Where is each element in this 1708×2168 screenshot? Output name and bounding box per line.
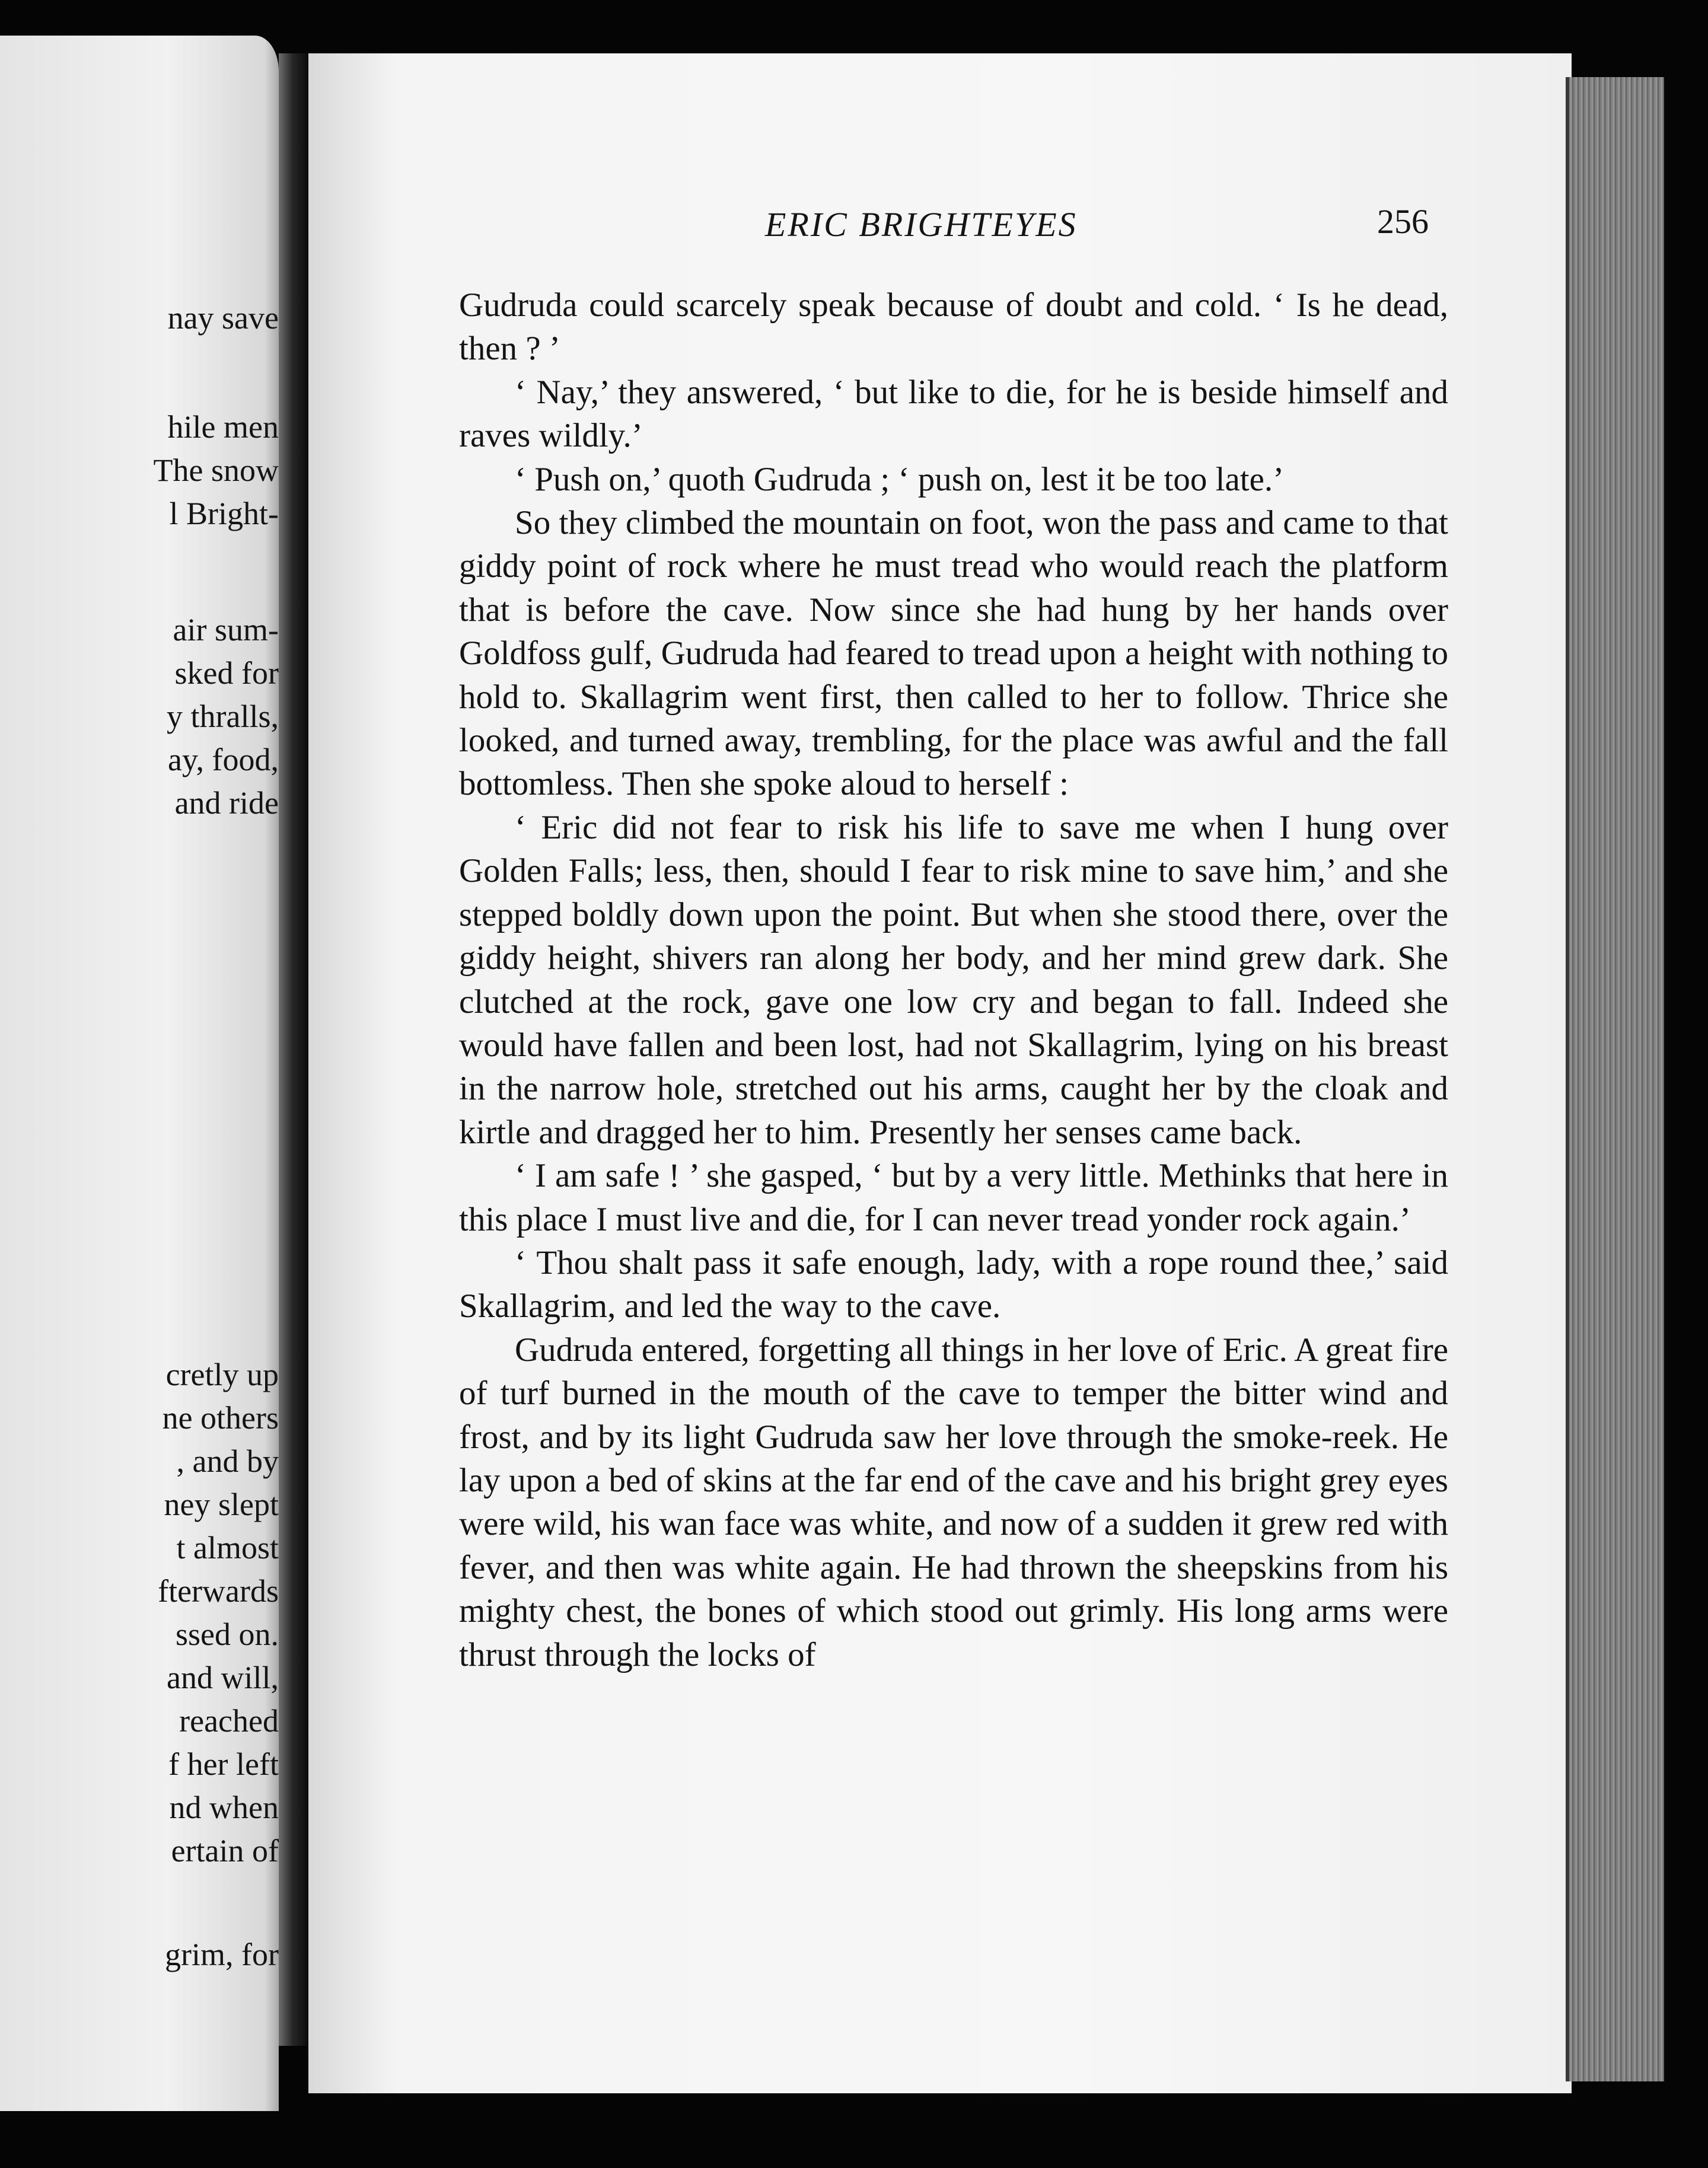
paragraph: ‘ Push on,’ quoth Gudruda ; ‘ push on, lest it be too late.’: [515, 460, 1285, 498]
running-head: ERIC BRIGHTEYES: [765, 205, 1078, 244]
paragraph: So they climbed the mountain on foot, won the pass and came to that giddy point of rock where he must tread who would reach the platform that is before the cave. Now since she had hung by her hands over Goldfoss gulf, Gudruda had feared to tread upon a height with nothing to hold to. Skallagrim went first, then called to her to follow. Thrice she looked, and turned away, trembling, for the place was awful and the fall bottomless. Then she spoke aloud to herself :: [459, 504, 1448, 803]
left-page-fragment: fterwards: [158, 1573, 279, 1609]
paragraph: ‘ Thou shalt pass it safe enough, lady, with a rope round thee,’ said Skallagrim, and led the way to the cave.: [459, 1244, 1448, 1325]
left-page-fragment: , and by: [176, 1443, 279, 1479]
left-page-fragment: t almost: [176, 1530, 279, 1566]
left-page-fragment: and ride: [174, 785, 279, 821]
left-page-fragment: hile men: [167, 409, 279, 445]
paragraph: ‘ Eric did not fear to risk his life to save me when I hung over Golden Falls; less, then, should I fear to risk mine to save him,’ and she stepped boldly down upon the point. But when she stood there, over the giddy height, shivers ran along her body, and her mind grew dark. She clutched at the rock, gave one low cry and began to fall. Indeed she would have fallen and been lost, had not Skallagrim, lying on his breast in the narrow hole, stretched out his arms, caught her by the cloak and kirtle and dragged her to him. Presently her senses came back.: [459, 808, 1448, 1151]
left-page-fragment: nd when: [169, 1790, 279, 1825]
paragraph: ‘ Nay,’ they answered, ‘ but like to die, for he is beside himself and raves wildly.’: [459, 373, 1448, 455]
page-edges: [1566, 77, 1664, 2081]
left-page-fragment: ertain of: [171, 1833, 279, 1869]
left-page-fragment: ne others: [162, 1400, 279, 1436]
left-page-fragment: y thralls,: [167, 699, 279, 734]
left-page-fragment: ay, food,: [168, 742, 279, 777]
paragraph: ‘ I am safe ! ’ she gasped, ‘ but by a very little. Methinks that here in this place I must live and die, for I can never tread yonder rock again.’: [459, 1157, 1448, 1238]
left-page-fragment: f her left: [168, 1746, 279, 1782]
left-page-fragment: sked for: [174, 655, 279, 691]
left-page-fragment: l Bright-: [169, 496, 279, 531]
left-page-fragment: reached: [179, 1703, 279, 1739]
left-page-fragment: grim, for: [165, 1937, 279, 1972]
left-page-fragment: nay save: [167, 300, 279, 336]
page-number: 256: [1377, 202, 1429, 241]
left-page-fragment: and will,: [167, 1660, 279, 1695]
left-page-fragment: cretly up: [165, 1357, 279, 1392]
left-page-fragment: air sum-: [173, 612, 279, 648]
body-text: [459, 283, 1448, 1676]
paragraph: Gudruda could scarcely speak because of doubt and cold. ‘ Is he dead, then ? ’: [459, 286, 1448, 368]
left-page: [0, 36, 279, 2111]
left-page-fragment: ney slept: [164, 1487, 279, 1522]
paragraph: Gudruda entered, forgetting all things in her love of Eric. A great fire of turf burned in the mouth of the cave to temper the bitter wind and frost, and by its light Gudruda saw her love through the smoke-reek. He lay upon a bed of skins at the far end of the cave and his bright grey eyes were wild, his wan face was white, and now of a sudden it grew red with fever, and then was white again. He had thrown the sheepskins from his mighty chest, the bones of which stood out grimly. His long arms were thrust through the locks of: [459, 1331, 1448, 1673]
left-page-fragment: ssed on.: [176, 1617, 279, 1652]
left-page-fragment: The snow: [153, 452, 279, 488]
